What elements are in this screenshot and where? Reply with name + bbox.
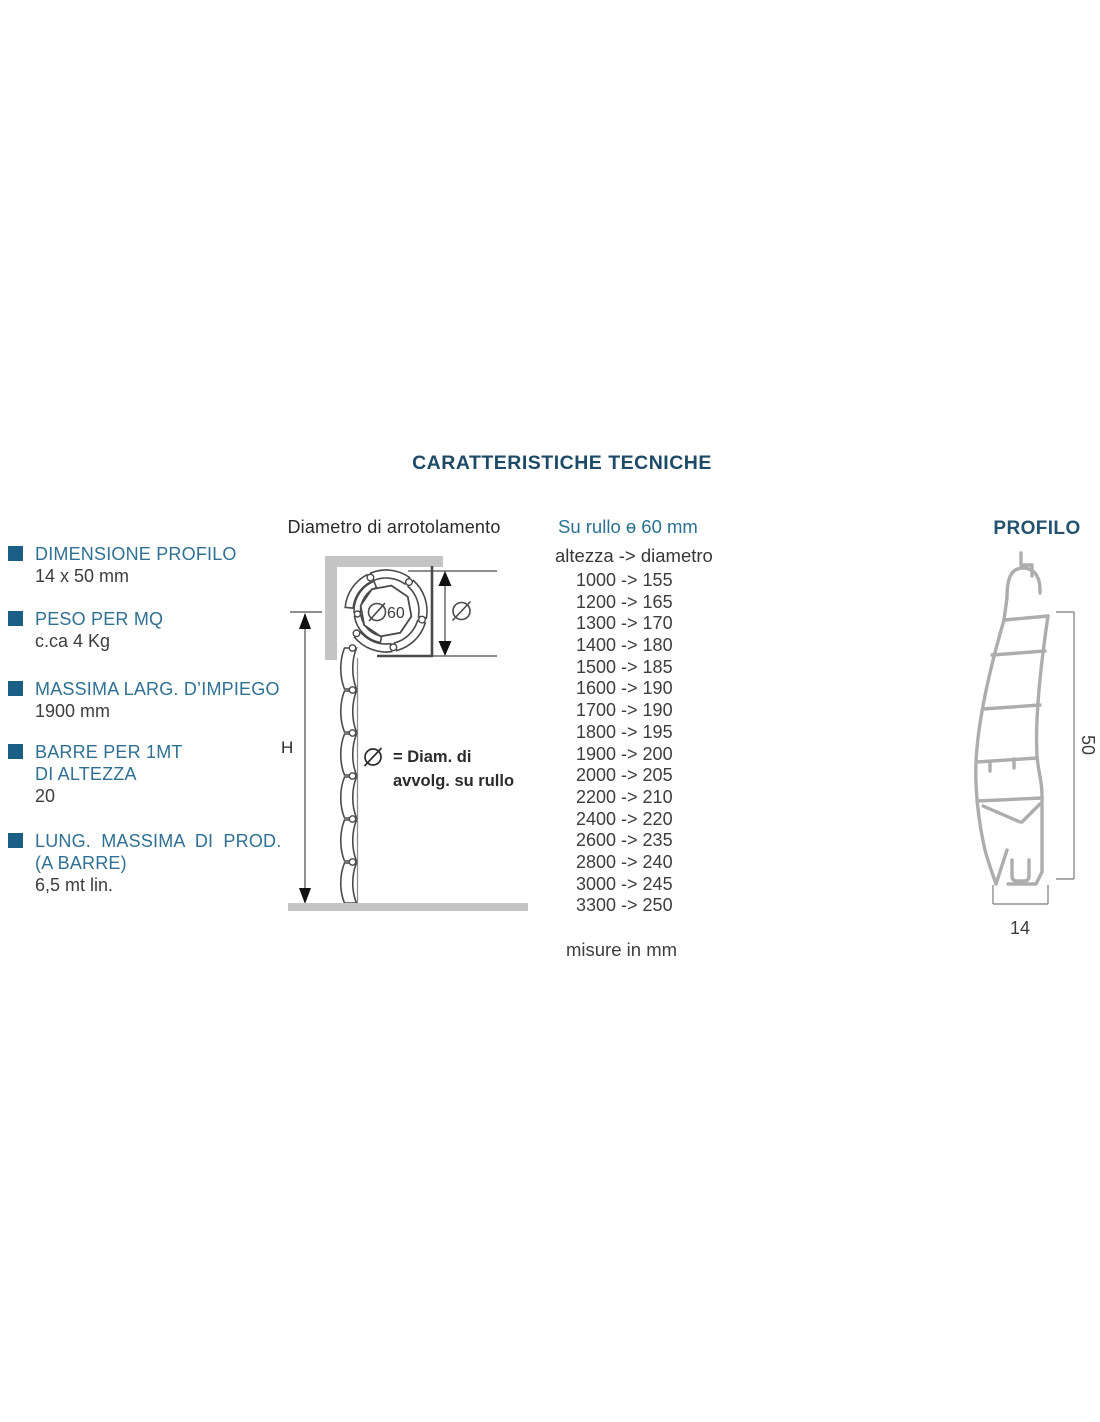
spec-item-peso-per-mq: [8, 608, 298, 653]
svg-text:60: 60: [387, 605, 405, 622]
spec-item-lunghezza-massima: [8, 830, 298, 897]
table-row: 3000 -> 245: [576, 873, 673, 894]
bullet-icon: [8, 744, 23, 759]
spec-value: 1900 mm: [35, 701, 111, 721]
table-row: 1700 -> 190: [576, 700, 673, 721]
table-row: 1300 -> 170: [576, 613, 673, 634]
spec-label: (A BARRE): [35, 853, 127, 873]
table-row: 1900 -> 200: [576, 743, 673, 764]
floor-line: [288, 903, 528, 911]
table-row: 1400 -> 180: [576, 635, 673, 656]
table-row: 2000 -> 205: [576, 765, 673, 786]
height-label: H: [281, 738, 294, 757]
spec-item-barre-per-1mt: [8, 741, 298, 808]
table-row: 2200 -> 210: [576, 786, 673, 807]
height-diameter-table: [576, 570, 673, 917]
table-row: 1800 -> 195: [576, 721, 673, 742]
legend-diameter-symbol-icon: [365, 748, 382, 766]
bullet-icon: [8, 611, 23, 626]
spec-item-dimensione-profilo: [8, 543, 298, 588]
table-title: Su rullo ɵ 60 mm: [558, 516, 698, 537]
diagram-title: Diametro di arrotolamento: [287, 517, 501, 537]
table-row: 1600 -> 190: [576, 678, 673, 699]
lintel-bracket: [325, 556, 443, 567]
table-footnote: misure in mm: [566, 939, 678, 960]
page-title: CARATTERISTICHE TECNICHE: [412, 452, 712, 474]
table-row: 2800 -> 240: [576, 851, 673, 872]
legend-text: = Diam. di avvolg. su rullo: [393, 748, 515, 790]
table-row: 1200 -> 165: [576, 591, 673, 612]
table-row: 1000 -> 155: [576, 570, 673, 590]
spec-value: 6,5 mt lin.: [35, 875, 114, 895]
spec-label: LUNG. MASSIMA DI PROD.: [35, 831, 282, 851]
bullet-icon: [8, 681, 23, 696]
spec-label: DIMENSIONE PROFILO: [35, 544, 237, 564]
profile-title: PROFILO: [993, 518, 1081, 539]
profile-width-label: 14: [1009, 918, 1031, 938]
spec-label: BARRE PER 1MT: [35, 742, 183, 762]
profile-top-hook: [1021, 553, 1032, 576]
table-row: 1500 -> 185: [576, 656, 673, 677]
table-row: 3300 -> 250: [576, 895, 673, 916]
spec-label: MASSIMA LARG. D’IMPIEGO: [35, 679, 280, 699]
bullet-icon: [8, 833, 23, 848]
spec-value: 20: [35, 786, 56, 806]
profile-height-dimension: [1056, 612, 1098, 879]
roller-shutter-diagram: [275, 545, 545, 920]
table-subtitle: altezza -> diametro: [555, 545, 713, 566]
table-row: 2600 -> 235: [576, 830, 673, 851]
spec-label: DI ALTEZZA: [35, 764, 137, 784]
profile-height-label: 50: [1078, 734, 1098, 756]
profile-width-dimension: [993, 885, 1048, 938]
table-row: 2400 -> 220: [576, 808, 673, 829]
spec-value: c.ca 4 Kg: [35, 631, 111, 651]
bullet-icon: [8, 546, 23, 561]
spec-item-massima-larghezza: [8, 678, 298, 723]
spec-value: 14 x 50 mm: [35, 566, 130, 586]
spec-label: PESO PER MQ: [35, 609, 164, 629]
profile-drawing: [955, 545, 1100, 945]
height-dimension: [281, 612, 322, 904]
